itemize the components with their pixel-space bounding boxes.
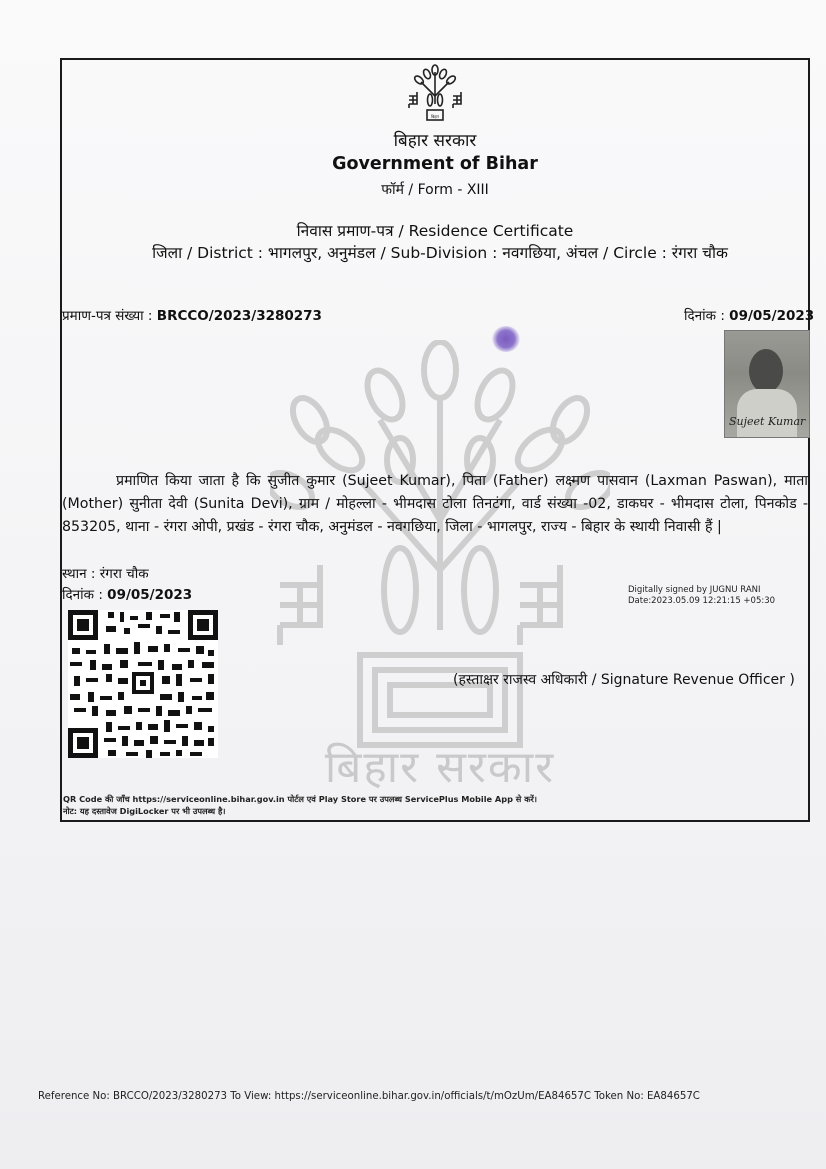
issue-date-bottom [62,585,192,603]
bihar-emblem-icon [403,62,467,126]
qr-verification-note: QR Code की जाँच https://serviceonline.bihar.gov.in पोर्टल एवं Play Store पर उपलब्ध ServicePlus Mobile App से करें। [63,794,537,804]
digital-signature-signer: Digitally signed by JUGNU RANI [628,585,761,595]
issue-date-top-value: 09/05/2023 [729,308,815,324]
applicant-photo [724,330,810,438]
place-label: स्थान : [62,566,96,582]
svg-text:बिहार: बिहार [430,114,440,119]
issue-date-top [684,306,814,324]
digilocker-note: नोट: यह दस्तावेज DigiLocker पर भी उपलब्ध है। [63,806,226,816]
qr-code-icon [68,610,218,758]
digital-signature-date: Date:2023.05.09 12:21:15 +05:30 [628,596,776,606]
district-line: जिला / District : भागलपुर, अनुमंडल / Sub-Division : नवगछिया, अंचल / Circle : रंगरा चौक [152,244,728,262]
certificate-title: निवास प्रमाण-पत्र / Residence Certificate [296,222,574,240]
english-government-title: Government of Bihar [332,154,538,174]
photo-signature: Sujeet Kumar [729,415,806,428]
certificate-body [62,470,808,539]
certificate-body-text: प्रमाणित किया जाता है कि सुजीत कुमार (Sujeet Kumar), पिता (Father) लक्ष्मण पासवान (Laxman Paswan), माता (Mother) सुनीता देवी (Sunita Devi), ग्राम / मोहल्ला - भीमदास टोला तिनटंगा, वार्ड संख्या -02, डाकघर - भीमदास टोला, पिनकोड - 853205, थाना - रंगरा ओपी, प्रखंड - रंगरा चौक, अनुमंडल - नवगछिया, जिला - भागलपुर, राज्य - बिहार के स्थायी निवासी हैं | [62,473,808,535]
issue-date-bottom-label: दिनांक : [62,587,103,603]
reference-footer: Reference No: BRCCO/2023/3280273 To View: https://serviceonline.bihar.gov.in/officials/t/mOzUm/EA84657C Token No: EA84657C [38,1091,700,1102]
place [62,564,149,582]
issue-date-bottom-value: 09/05/2023 [107,587,193,603]
signature-label: (हस्ताक्षर राजस्व अधिकारी / Signature Revenue Officer ) [453,672,795,688]
watermark-text: बिहार सरकार [324,742,556,793]
place-value: रंगरा चौक [99,566,149,582]
ink-stamp-smudge [492,326,520,352]
hindi-government-title: बिहार सरकार [393,131,477,151]
certificate-number [62,306,322,324]
issue-date-top-label: दिनांक : [684,308,725,324]
digital-signature-block [628,585,775,607]
form-number: फॉर्म / Form - XIII [381,182,489,198]
certificate-number-label: प्रमाण-पत्र संख्या : [62,308,153,324]
certificate-number-value: BRCCO/2023/3280273 [156,308,322,324]
